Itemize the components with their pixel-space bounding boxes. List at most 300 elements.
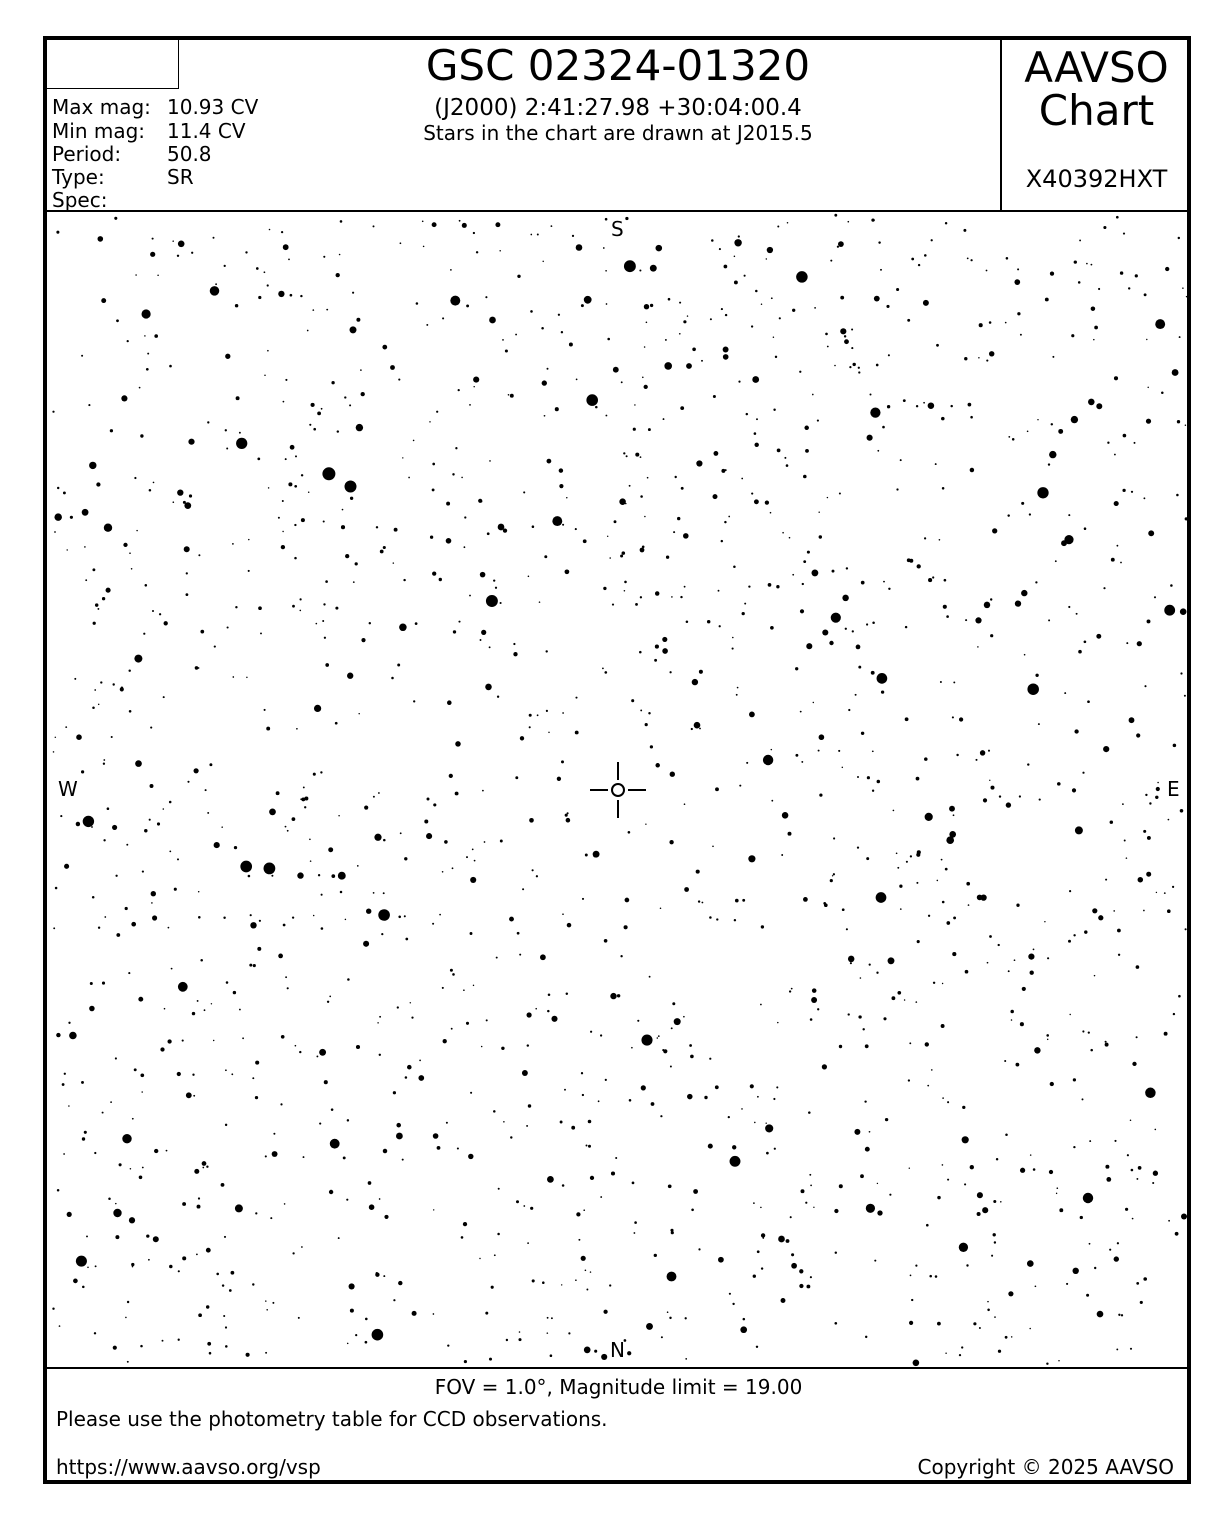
faint-star (840, 296, 844, 300)
faint-star (1137, 641, 1142, 646)
faint-star (1114, 1140, 1116, 1142)
faint-star (701, 360, 703, 362)
faint-star (721, 540, 723, 542)
faint-star (283, 924, 286, 927)
faint-star (356, 318, 360, 322)
faint-star (223, 916, 225, 918)
faint-star (586, 394, 598, 406)
faint-star (662, 648, 668, 654)
faint-star (1105, 1165, 1109, 1169)
faint-star (283, 401, 285, 403)
faint-star (64, 864, 69, 869)
faint-star (213, 1040, 214, 1041)
faint-star (127, 1361, 129, 1363)
faint-star (791, 988, 793, 990)
faint-star (916, 853, 920, 857)
faint-star (92, 707, 95, 710)
faint-star (193, 1095, 195, 1097)
faint-star (774, 1148, 776, 1150)
faint-star (848, 709, 850, 711)
faint-star (469, 595, 471, 597)
faint-star (961, 1346, 963, 1348)
faint-star (623, 452, 625, 454)
faint-star (455, 792, 459, 796)
faint-star (463, 989, 465, 991)
faint-star (198, 1313, 202, 1317)
faint-star (900, 908, 902, 910)
faint-star (832, 875, 833, 876)
faint-star (1074, 729, 1078, 733)
faint-star (309, 424, 311, 426)
faint-star (991, 1255, 993, 1257)
faint-star (338, 872, 346, 880)
faint-star (1046, 1362, 1048, 1364)
faint-star (765, 500, 769, 504)
faint-star (739, 785, 741, 787)
faint-star (369, 1204, 375, 1210)
faint-star (517, 275, 520, 278)
faint-star (326, 309, 328, 311)
faint-star (550, 1354, 553, 1357)
faint-star (327, 1001, 329, 1003)
faint-star (800, 609, 804, 613)
faint-star (104, 916, 106, 918)
faint-star (68, 1022, 70, 1024)
faint-star (980, 750, 985, 755)
faint-star (412, 1311, 417, 1316)
faint-star (801, 1189, 805, 1193)
star (322, 467, 335, 480)
faint-star (684, 803, 686, 805)
faint-star (216, 1273, 219, 1276)
faint-star (1082, 772, 1084, 774)
faint-star (805, 1202, 807, 1204)
faint-star (111, 736, 113, 738)
faint-star (335, 607, 338, 610)
faint-star (265, 1155, 267, 1157)
faint-star (131, 1263, 134, 1266)
faint-star (313, 428, 316, 431)
faint-star (908, 1079, 910, 1081)
faint-star (407, 1065, 412, 1070)
faint-star (987, 962, 989, 964)
faint-star (942, 901, 945, 904)
faint-star (644, 346, 646, 348)
faint-star (411, 1017, 413, 1019)
faint-star (1180, 809, 1184, 813)
faint-star (325, 580, 328, 583)
faint-star (1071, 416, 1078, 423)
faint-star (559, 468, 563, 472)
faint-star (1028, 954, 1034, 960)
faint-star (1116, 1348, 1118, 1350)
faint-star (683, 320, 686, 323)
faint-star (501, 1047, 504, 1050)
faint-star (447, 1344, 449, 1346)
faint-star (299, 610, 301, 612)
faint-star (1075, 826, 1083, 834)
faint-star (760, 1207, 762, 1209)
faint-star (913, 1359, 920, 1366)
faint-star (627, 1351, 631, 1355)
faint-star (470, 1092, 472, 1094)
faint-star (547, 368, 549, 370)
faint-star (82, 1137, 85, 1140)
faint-star (757, 1250, 760, 1253)
faint-star (1098, 915, 1103, 920)
faint-star (485, 1312, 488, 1315)
min-mag-value: 11.4 CV (167, 119, 246, 143)
faint-star (945, 868, 948, 871)
faint-star (1094, 975, 1096, 977)
faint-star (1000, 1201, 1002, 1203)
faint-star (800, 711, 802, 713)
faint-star (98, 704, 99, 705)
faint-star (85, 579, 87, 581)
faint-star (473, 386, 474, 387)
faint-star (168, 927, 170, 929)
faint-star (1146, 419, 1151, 424)
faint-star (94, 689, 96, 691)
faint-star (468, 1154, 473, 1159)
faint-star (452, 867, 454, 869)
faint-star (537, 714, 539, 716)
spec-label: Spec: (52, 188, 108, 212)
faint-star (755, 290, 758, 293)
faint-star (1035, 674, 1038, 677)
star-field-svg (47, 212, 1190, 1367)
chart-id: X40392HXT (1025, 165, 1168, 193)
star (134, 655, 142, 663)
faint-star (888, 588, 890, 590)
faint-star (1168, 1220, 1170, 1222)
faint-star (924, 537, 926, 539)
faint-star (162, 1340, 164, 1342)
faint-star (937, 1196, 940, 1199)
faint-star (309, 838, 311, 840)
faint-star (398, 916, 401, 919)
faint-star (1091, 264, 1093, 266)
faint-star (159, 613, 161, 615)
faint-star (248, 539, 249, 540)
faint-star (530, 310, 533, 313)
faint-star (138, 997, 143, 1002)
faint-star (675, 476, 677, 478)
faint-star (252, 1077, 254, 1079)
faint-star (81, 1081, 84, 1084)
faint-star (523, 491, 525, 493)
faint-star (63, 491, 66, 494)
vsp-link[interactable]: https://www.aavso.org/vsp (56, 1455, 321, 1479)
faint-star (378, 792, 380, 794)
faint-star (364, 806, 368, 810)
faint-star (776, 1086, 778, 1088)
faint-star (1138, 1166, 1142, 1170)
faint-star (299, 598, 301, 600)
direction-west: W (58, 777, 78, 801)
faint-star (801, 761, 803, 763)
faint-star (163, 808, 165, 810)
faint-star (129, 710, 132, 713)
faint-star (819, 793, 822, 796)
faint-star (444, 840, 448, 844)
faint-star (480, 501, 482, 503)
faint-star (225, 354, 230, 359)
faint-star (773, 1098, 775, 1100)
faint-star (316, 1055, 318, 1057)
faint-star (1012, 438, 1015, 441)
faint-star (1147, 836, 1151, 840)
faint-star (429, 421, 430, 422)
faint-star (292, 1252, 294, 1254)
faint-star (423, 246, 425, 248)
faint-star (116, 933, 120, 937)
faint-star (910, 855, 912, 857)
faint-star (982, 1207, 988, 1213)
faint-star (983, 798, 987, 802)
faint-star (92, 896, 95, 899)
faint-star (1129, 717, 1135, 723)
faint-star (605, 415, 607, 417)
faint-star (1146, 339, 1147, 340)
faint-star (131, 568, 133, 570)
faint-star (200, 630, 204, 634)
faint-star (210, 286, 220, 296)
faint-star (209, 1352, 212, 1355)
faint-star (775, 356, 777, 358)
faint-star (246, 677, 247, 678)
faint-star (1173, 744, 1177, 748)
faint-star (782, 532, 784, 534)
faint-star (629, 485, 631, 487)
faint-star (1118, 1314, 1120, 1316)
faint-star (575, 731, 579, 735)
faint-star (684, 586, 686, 588)
faint-star (108, 1197, 111, 1200)
faint-star (56, 1033, 60, 1037)
faint-star (466, 856, 468, 858)
faint-star (408, 477, 410, 479)
faint-star (833, 837, 835, 839)
faint-star (886, 305, 889, 308)
faint-star (446, 538, 452, 544)
faint-star (339, 254, 341, 256)
faint-star (301, 518, 305, 522)
faint-star (1148, 530, 1154, 536)
faint-star (562, 913, 564, 915)
faint-star (285, 379, 287, 381)
faint-star (344, 396, 346, 398)
faint-star (278, 291, 284, 297)
faint-star (628, 831, 631, 834)
faint-star (281, 545, 285, 549)
faint-star (1136, 733, 1140, 737)
faint-star (1177, 420, 1180, 423)
faint-star (1140, 1301, 1143, 1304)
faint-star (115, 1235, 119, 1239)
faint-star (943, 605, 947, 609)
faint-star (916, 405, 918, 407)
faint-star (301, 474, 303, 476)
faint-star (812, 988, 817, 993)
faint-star (601, 1354, 607, 1360)
faint-star (225, 1345, 228, 1348)
faint-star (1109, 1249, 1111, 1251)
faint-star (970, 259, 972, 261)
faint-star (1084, 640, 1087, 643)
faint-star (1103, 587, 1105, 589)
faint-star (81, 355, 83, 357)
faint-star (551, 225, 553, 227)
faint-star (818, 511, 819, 512)
faint-star (945, 1353, 946, 1354)
faint-star (242, 1037, 244, 1039)
faint-star (645, 723, 648, 726)
faint-star (924, 254, 927, 257)
faint-star (1087, 700, 1090, 703)
faint-star (733, 566, 736, 569)
faint-star (119, 1163, 122, 1166)
faint-star (95, 603, 98, 606)
faint-star (1136, 1178, 1138, 1180)
faint-star (540, 954, 546, 960)
faint-star (149, 819, 151, 821)
faint-star (258, 296, 261, 299)
faint-star (127, 340, 129, 342)
faint-star (936, 344, 939, 347)
faint-star (1126, 642, 1128, 644)
faint-star (225, 429, 227, 431)
faint-star (374, 834, 381, 841)
faint-star (102, 982, 105, 985)
faint-star (600, 1196, 602, 1198)
faint-star (240, 861, 252, 873)
faint-star (476, 251, 478, 253)
faint-star (1164, 1032, 1168, 1036)
faint-star (1126, 857, 1128, 859)
faint-star (470, 877, 476, 883)
faint-star (52, 411, 54, 413)
faint-star (866, 857, 869, 860)
faint-star (97, 608, 99, 610)
faint-star (1164, 605, 1175, 616)
faint-star (288, 259, 290, 261)
faint-star (112, 683, 114, 685)
faint-star (1011, 1336, 1013, 1338)
faint-star (496, 957, 498, 959)
faint-star (479, 1258, 480, 1259)
faint-star (619, 498, 626, 505)
faint-star (900, 459, 902, 461)
faint-star (268, 487, 270, 489)
faint-star (862, 1028, 864, 1030)
faint-star (990, 634, 993, 637)
faint-star (825, 333, 828, 336)
faint-star (482, 790, 484, 792)
faint-star (122, 1134, 131, 1143)
faint-star (528, 1104, 531, 1107)
faint-star (728, 1116, 730, 1118)
faint-star (1155, 796, 1158, 799)
faint-star (796, 271, 808, 283)
faint-star (670, 1066, 672, 1068)
faint-star (929, 1275, 932, 1278)
faint-star (1136, 1282, 1139, 1285)
faint-star (551, 1317, 553, 1319)
faint-star (200, 959, 203, 962)
faint-star (529, 818, 534, 823)
faint-star (754, 1122, 756, 1124)
faint-star (698, 1248, 700, 1250)
faint-star (229, 1289, 232, 1292)
faint-star (198, 554, 200, 556)
faint-star (329, 996, 331, 998)
faint-star (852, 363, 855, 366)
faint-star (909, 1167, 910, 1168)
faint-star (139, 387, 141, 389)
faint-star (1091, 306, 1096, 311)
faint-star (869, 1131, 871, 1133)
faint-star (849, 366, 851, 368)
target-marker (590, 762, 646, 818)
faint-star (110, 429, 113, 432)
faint-star (292, 916, 294, 918)
faint-star (73, 1279, 78, 1284)
faint-star (874, 296, 880, 302)
faint-star (593, 854, 596, 857)
faint-star (160, 1047, 164, 1051)
faint-star (877, 673, 888, 684)
faint-star (669, 1317, 671, 1319)
faint-star (905, 626, 907, 628)
faint-star (182, 1202, 186, 1206)
faint-star (600, 1034, 602, 1036)
faint-star (645, 824, 646, 825)
faint-star (767, 247, 773, 253)
faint-star (606, 303, 608, 305)
faint-star (555, 407, 559, 411)
faint-star (648, 428, 651, 431)
faint-star (566, 497, 567, 498)
faint-star (547, 1176, 554, 1183)
faint-star (956, 754, 958, 756)
faint-star (953, 916, 956, 919)
faint-star (644, 385, 648, 389)
faint-star (1082, 1030, 1084, 1032)
faint-star (461, 1236, 464, 1239)
faint-star (357, 865, 359, 867)
faint-star (756, 1346, 758, 1348)
faint-star (432, 923, 434, 925)
faint-star (766, 258, 767, 259)
faint-star (578, 1239, 580, 1241)
faint-star (232, 543, 234, 545)
faint-star (1076, 613, 1078, 615)
faint-star (979, 1327, 981, 1329)
faint-star (858, 367, 860, 369)
faint-star (1010, 1010, 1014, 1014)
faint-star (1084, 527, 1087, 530)
faint-star (349, 1283, 355, 1289)
faint-star (173, 501, 175, 503)
faint-star (1020, 1022, 1024, 1026)
faint-star (904, 999, 906, 1001)
faint-star (148, 1259, 150, 1261)
faint-star (1038, 723, 1040, 725)
faint-star (1048, 463, 1050, 465)
faint-star (655, 591, 659, 595)
faint-star (470, 932, 473, 935)
